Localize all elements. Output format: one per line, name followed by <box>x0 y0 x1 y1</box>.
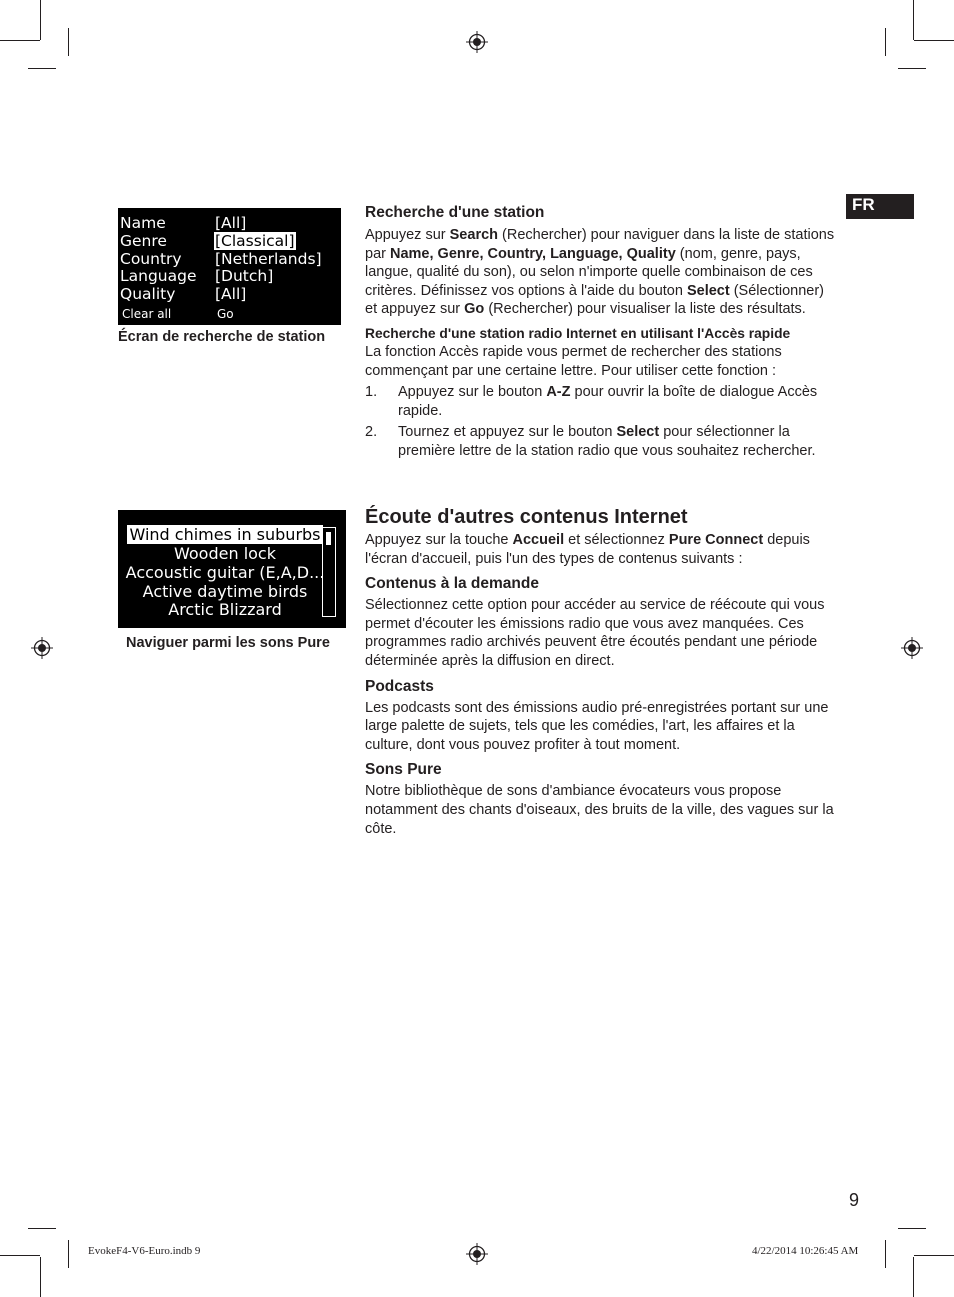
paragraph: La fonction Accès rapide vous permet de rechercher des stations commençant par une certaine lettre. Pour utiliser cette fonction : <box>365 343 782 379</box>
selected-sound: Wind chimes in suburbs <box>129 525 321 544</box>
scrollbar <box>322 527 336 617</box>
crop-mark <box>28 68 56 69</box>
sound-item: Active daytime birds <box>142 582 308 601</box>
section-heading: Écoute d'autres contenus Internet <box>365 506 688 528</box>
crop-mark <box>914 40 954 41</box>
page-number: 9 <box>849 1190 860 1210</box>
sound-item: Accoustic guitar (E,A,D... <box>125 563 325 582</box>
sounds-screen-caption: Naviguer parmi les sons Pure <box>126 635 330 651</box>
sound-item <box>118 525 332 544</box>
section-heading: Recherche d'une station <box>365 204 545 221</box>
go-label: Go <box>217 307 234 321</box>
registration-mark-icon <box>466 1243 488 1265</box>
crop-mark <box>40 1257 41 1297</box>
steps-list <box>365 383 837 460</box>
station-search-screen: Name [All] Genre [Classical] Country [Netherlands] Language [Dutch] Quality [All] Clear all Go <box>118 208 341 325</box>
crop-mark <box>28 1228 56 1229</box>
crop-mark <box>0 40 40 41</box>
slug-filename: EvokeF4-V6-Euro.indb 9 <box>88 1245 201 1257</box>
crop-mark <box>68 28 69 56</box>
crop-mark <box>914 1255 954 1256</box>
registration-mark-icon <box>31 637 53 659</box>
registration-mark-icon <box>466 31 488 53</box>
crop-mark <box>913 0 914 40</box>
sound-item: Arctic Blizzard <box>168 600 282 619</box>
other-content-section <box>365 505 837 838</box>
selected-value: [Classical] <box>215 232 295 250</box>
crop-mark <box>898 68 926 69</box>
language-badge: FR <box>846 194 914 219</box>
crop-mark <box>898 1228 926 1229</box>
search-section <box>365 203 837 461</box>
crop-mark <box>0 1255 40 1256</box>
crop-mark <box>68 1240 69 1268</box>
crop-mark <box>913 1257 914 1297</box>
scrollbar-thumb <box>326 532 331 545</box>
pure-sounds-screen <box>118 510 346 628</box>
crop-mark <box>885 1240 886 1268</box>
paragraph: Les podcasts sont des émissions audio pré-enregistrées portant sur une large palette de sujets, tels que les comédies, l'art, les affaires et la culture, dont vous pouvez profiter à tout moment. <box>365 699 829 753</box>
subsection-heading: Contenus à la demande <box>365 575 539 593</box>
subsection-heading: Sons Pure <box>365 761 442 779</box>
list-item: 2. Tournez et appuyez sur le bouton Select pour sélectionner la première lettre de la station radio que vous souhaitez rechercher. <box>365 424 816 459</box>
subsection-heading: Podcasts <box>365 677 434 695</box>
paragraph: Appuyez sur Search (Rechercher) pour naviguer dans la liste de stations par Name, Genre, Country, Language, Quality (nom, genre, pays, langue, qualité du son), ou selon n'importe quelle combinaison de ces critères. Définissez vos options à l'aide du bouton Select (Sélectionner) et appuyez sur Go (Rechercher) pour visualiser la liste des résultats. <box>365 227 835 318</box>
paragraph: Sélectionnez cette option pour accéder au service de réécoute qui vous permet d'écouter les émissions radio que vous avez manquées. Ces programmes radio archivés peuvent être écoutés pendant une période déterminée après la diffusion en direct. <box>365 597 825 669</box>
slug-timestamp: 4/22/2014 10:26:45 AM <box>752 1245 859 1257</box>
subsection-heading: Recherche d'une station radio Internet en utilisant l'Accès rapide <box>365 325 791 341</box>
registration-mark-icon <box>901 637 923 659</box>
paragraph: Appuyez sur la touche Accueil et sélectionnez Pure Connect depuis l'écran d'accueil, puis l'un des types de contenus suivants : <box>365 532 810 567</box>
crop-mark <box>40 0 41 40</box>
paragraph: Notre bibliothèque de sons d'ambiance évocateurs vous propose notamment des chants d'oiseaux, des bruits de la ville, des vagues sur la côte. <box>365 783 834 837</box>
search-screen-caption: Écran de recherche de station <box>118 329 326 345</box>
sound-item: Wooden lock <box>174 544 276 563</box>
list-item: 1. Appuyez sur le bouton A-Z pour ouvrir la boîte de dialogue Accès rapide. <box>365 384 818 419</box>
crop-mark <box>885 28 886 56</box>
clear-all-label: Clear all <box>122 307 172 321</box>
